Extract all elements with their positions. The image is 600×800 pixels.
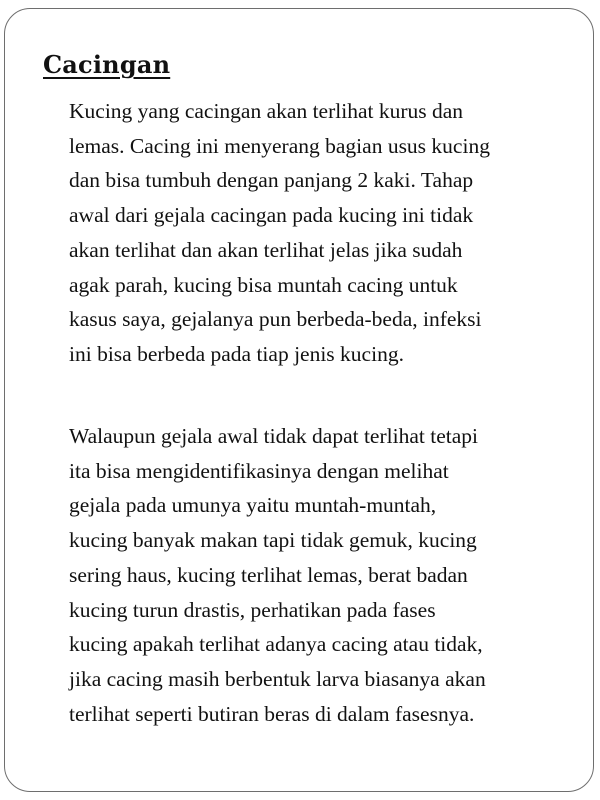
text-line: awal dari gejala cacingan pada kucing ini tidak	[69, 203, 474, 228]
text-line: gejala pada umunya yaitu muntah-muntah,	[69, 493, 437, 518]
paragraph-1	[69, 94, 591, 372]
paragraph-2	[69, 419, 591, 731]
text-line: terlihat seperti butiran beras di dalam fasesnya.	[69, 701, 475, 726]
text-line: ita bisa mengidentifikasinya dengan melihat	[69, 458, 449, 483]
text-line: agak parah, kucing bisa muntah cacing untuk	[69, 272, 458, 297]
text-line: sering haus, kucing terlihat lemas, berat badan	[69, 562, 468, 587]
text-line: dan bisa tumbuh dengan panjang 2 kaki. Tahap	[69, 168, 474, 193]
text-line: Walaupun gejala awal tidak dapat terlihat tetapi	[69, 424, 478, 448]
text-line: Kucing yang cacingan akan terlihat kurus dan	[69, 99, 464, 123]
slide-card	[4, 8, 594, 792]
text-line: kucing banyak makan tapi tidak gemuk, kucing	[69, 528, 477, 553]
text-line: lemas. Cacing ini menyerang bagian usus kucing	[69, 133, 490, 158]
text-line: kasus saya, gejalanya pun berbeda-beda, infeksi	[69, 307, 482, 332]
text-line: kucing apakah terlihat adanya cacing atau tidak,	[69, 632, 483, 657]
text-line: kucing turun drastis, perhatikan pada fases	[69, 597, 436, 622]
slide-title: Cacingan	[43, 50, 171, 79]
text-line: jika cacing masih berbentuk larva biasanya akan	[69, 666, 486, 691]
text-line: ini bisa berbeda pada tiap jenis kucing.	[69, 341, 404, 366]
text-line: akan terlihat dan akan terlihat jelas jika sudah	[69, 237, 463, 262]
